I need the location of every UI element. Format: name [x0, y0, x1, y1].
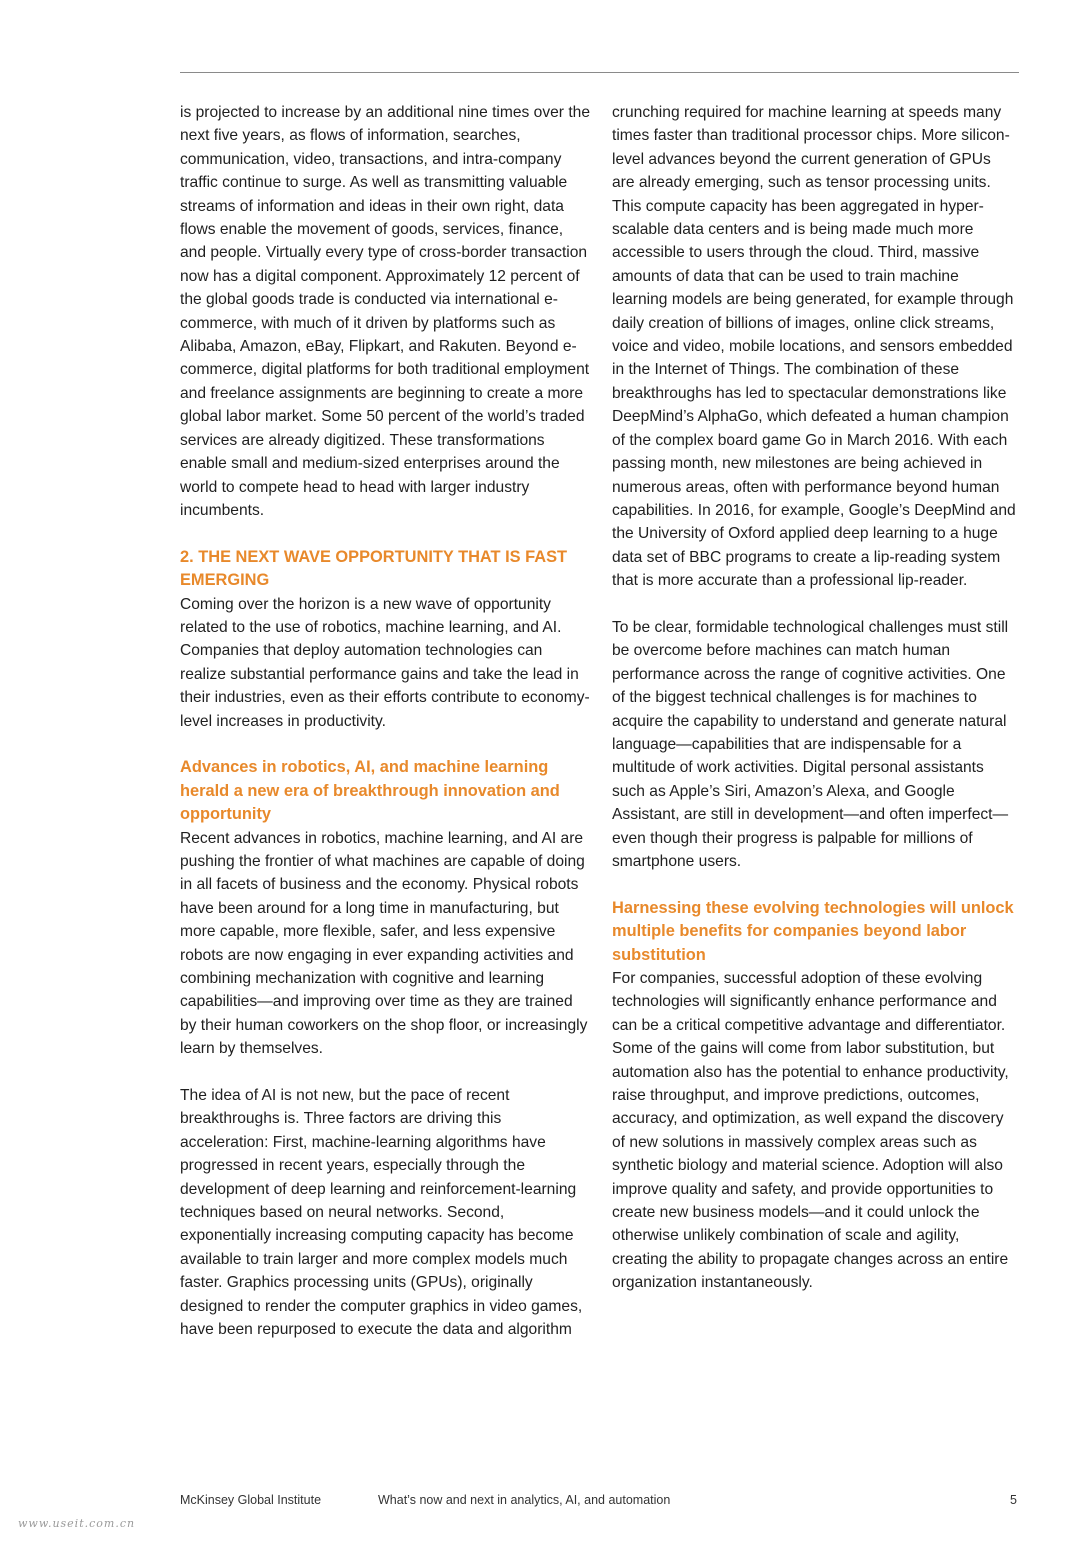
left-paragraph-4: The idea of AI is not new, but the pace of recent breakthroughs is. Three factors are driving this acceleration: First, machine-learning algorithms have progressed in recent years, especially through the development of deep learning and reinforcement-learning techniques based on neural networks. Second, exponentially increasing computing capacity has become available to train larger and more complex models much faster. Graphics processing units (GPUs), originally designed to render the computer graphics in video games, have been repurposed to execute the data and algorithm — [180, 1087, 583, 1339]
watermark: www.useit.com.cn — [18, 1517, 136, 1530]
footer-organization: McKinsey Global Institute — [180, 1493, 322, 1507]
page-number: 5 — [1010, 1493, 1017, 1507]
left-paragraph-1: is projected to increase by an additional nine times over the next five years, as flows of information, searches, communication, video, transactions, and intra-company traffic continue to surge. As well as transmitting valuable streams of information and ideas in their own right, data flows enable the movement of goods, services, finance, and people. Virtually every type of cross-border transaction now has a digital component. Approximately 12 percent of the global goods trade is conducted via international e-commerce, with much of it driven by platforms such as Alibaba, Amazon, eBay, Flipkart, and Rakuten. Beyond e-commerce, digital platforms for both traditional employment and freelance assignments are beginning to create a more global labor market. Some 50 percent of the world’s traded services are already digitized. These transformations enable small and medium-sized enterprises around the world to compete head to head with larger industry incumbents. — [180, 104, 591, 519]
left-column — [180, 101, 590, 1341]
left-paragraph-2: Coming over the horizon is a new wave of opportunity related to the use of robotics, machine learning, and AI. Companies that deploy automation technologies can realize substantial performance gains and take the lead in their industries, even as their efforts contribute to economy-level increases in productivity. — [180, 595, 590, 730]
right-paragraph-3: For companies, successful adoption of these evolving technologies will significantly enhance performance and can be a critical competitive advantage and differentiator. Some of the gains will come from labor substitution, but automation also has the potential to enhance productivity, raise throughput, and improve predictions, outcomes, accuracy, and optimization, as well expand the discovery of new solutions in massively complex areas such as synthetic biology and material science. Adoption will also improve quality and safety, and provide opportunities to create new business models—and it could unlock the otherwise unlikely combination of scale and agility, creating the ability to propagate changes across an entire organization instantaneously. — [612, 970, 1009, 1292]
footer-report-title: What’s now and next in analytics, AI, and automation — [378, 1493, 671, 1507]
right-subheading: Harnessing these evolving technologies will unlock multiple benefits for companies beyond labor substitution — [612, 898, 1014, 964]
right-paragraph-2: To be clear, formidable technological challenges must still be overcome before machines can match human performance across the range of cognitive activities. One of the biggest technical challenges is for machines to acquire the capability to understand and generate natural language—capabilities that are indispensable for a multitude of work activities. Digital personal assistants such as Apple’s Siri, Amazon’s Alexa, and Google Assistant, are still in development—and often imperfect—even though their progress is palpable for millions of smartphone users. — [612, 618, 1009, 870]
left-subheading: Advances in robotics, AI, and machine learning herald a new era of breakthrough innovation and opportunity — [180, 758, 560, 824]
section-heading: 2. THE NEXT WAVE OPPORTUNITY THAT IS FAST EMERGING — [180, 547, 568, 590]
right-column — [612, 101, 1016, 1295]
header-rule — [180, 72, 1019, 73]
right-paragraph-1: crunching required for machine learning at speeds many times faster than traditional processor chips. More silicon-level advances beyond the current generation of GPUs are already emerging, such as tensor processing units. This compute capacity has been aggregated in hyper-scalable data centers and is being made much more accessible to users through the cloud. Third, massive amounts of data that can be used to train machine learning models are being generated, for example through daily creation of billions of images, online click streams, voice and video, mobile locations, and sensors embedded in the Internet of Things. The combination of these breakthroughs has led to spectacular demonstrations like DeepMind’s AlphaGo, which defeated a human champion of the complex board game Go in March 2016. With each passing month, new milestones are being achieved in numerous areas, often with performance beyond human capabilities. In 2016, for example, Google’s DeepMind and the University of Oxford applied deep learning to a huge data set of BBC programs to create a lip-reading system that is more accurate than a professional lip-reader. — [612, 104, 1016, 590]
left-paragraph-3: Recent advances in robotics, machine learning, and AI are pushing the frontier of what machines are capable of doing in all facets of business and the economy. Physical robots have been around for a long time in manufacturing, but more capable, more flexible, safer, and less expensive robots are now engaging in ever expanding activities and combining mechanization with cognitive and learning capabilities—and improving over time as they are trained by their human coworkers on the shop floor, or increasingly learn by themselves. — [180, 829, 588, 1058]
